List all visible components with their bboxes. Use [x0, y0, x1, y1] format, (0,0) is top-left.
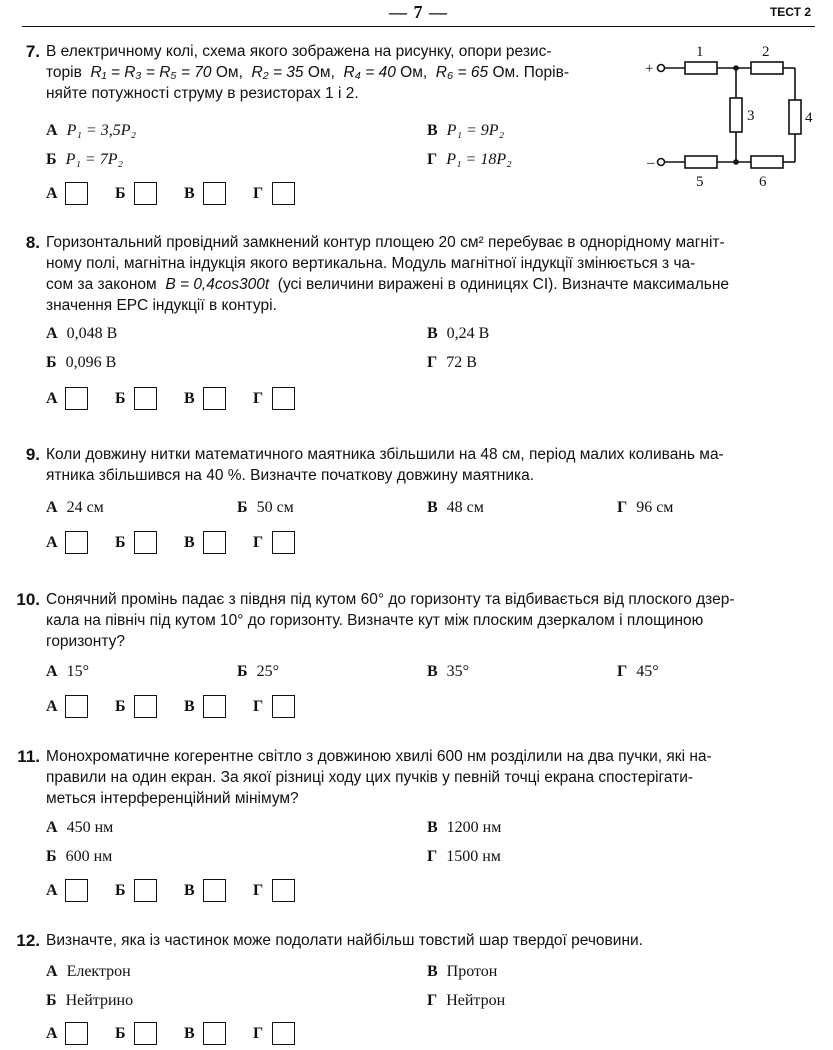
answer-checkbox-a[interactable] — [65, 879, 88, 902]
question-text: Монохроматичне когерентне світло з довжиною хвилі 600 нм розділили на два пучки, які на- правили на один екран. За якої різниці ходу цих пучків у певній точці екрана спостерігати- меться інтерференційний мінімум? — [46, 748, 712, 807]
answer-checkbox-v[interactable] — [203, 531, 226, 554]
question-text: Горизонтальний провідний замкнений контур площею 20 см² перебуває в однорідному магніт- ному полі, магнітна індукція якого вертикальна. Модуль магнітної індукції змінюється з ча- сом за законом B = 0,4cos300t (усі величини виражені в одиницях СІ). Визначте максимальне значення ЕРС індукції в контурі. — [46, 234, 730, 314]
r1-label: 1 — [696, 44, 704, 60]
circuit-diagram — [643, 38, 823, 188]
question-text: Визначте, яка із частинок може подолати найбільш товстий шар твердої речовини. — [46, 932, 643, 949]
question-number: 8. — [25, 233, 40, 252]
option-g: Г Нейтрон — [427, 992, 506, 1009]
page-number: — 7 — — [389, 2, 448, 22]
option-a: А P₁ = 3,5P₂ — [46, 122, 137, 139]
answer-checkbox-a[interactable] — [65, 387, 88, 410]
option-g: Г 72 В — [427, 354, 477, 371]
answer-checkbox-g[interactable] — [272, 1022, 295, 1045]
option-b: Б 600 нм — [46, 848, 113, 865]
answer-checkbox-g[interactable] — [272, 387, 295, 410]
answer-checkbox-b[interactable] — [134, 1022, 157, 1045]
answer-checkbox-g[interactable] — [272, 879, 295, 902]
answer-checkbox-a[interactable] — [65, 695, 88, 718]
question-text: Сонячний промінь падає з півдня під кутом 60° до горизонту та відбивається від плоского дзер- кала на північ під кутом 10° до горизонту. Визначте кут між плоским дзеркалом і площиною горизонту? — [46, 591, 735, 650]
option-b: Б 25° — [237, 663, 279, 680]
resistor-2 — [751, 62, 783, 74]
r2-label: 2 — [762, 44, 770, 60]
question-number: 9. — [25, 445, 40, 464]
answer-checkbox-b[interactable] — [134, 879, 157, 902]
option-b: Б 50 см — [237, 499, 294, 516]
option-v: В 1200 нм — [427, 819, 502, 836]
question-number: 11. — [17, 747, 40, 766]
option-a: А 0,048 В — [46, 325, 118, 342]
answer-checkbox-v[interactable] — [203, 182, 226, 205]
answer-checkbox-g[interactable] — [272, 695, 295, 718]
question-text: Коли довжину нитки математичного маятника збільшили на 48 см, період малих коливань ма- ятника збільшився на 40 %. Визначте початкову довжину маятника. — [46, 446, 724, 484]
resistor-5 — [685, 156, 717, 168]
minus-label: – — [647, 155, 655, 171]
option-v: В 35° — [427, 663, 470, 680]
option-a: А 450 нм — [46, 819, 114, 836]
option-g: Г 96 см — [617, 499, 674, 516]
resistor-3 — [730, 98, 742, 132]
option-a: А 15° — [46, 663, 89, 680]
answer-checkbox-a[interactable] — [65, 182, 88, 205]
answer-checkbox-b[interactable] — [134, 531, 157, 554]
option-a: А 24 см — [46, 499, 104, 516]
answer-checkbox-b[interactable] — [134, 387, 157, 410]
option-g: Г 1500 нм — [427, 848, 501, 865]
option-v: В 0,24 В — [427, 325, 490, 342]
answer-checkbox-g[interactable] — [272, 182, 295, 205]
option-v: В Протон — [427, 963, 498, 980]
answer-checkbox-a[interactable] — [65, 531, 88, 554]
option-b: Б 0,096 В — [46, 354, 117, 371]
answer-checkbox-v[interactable] — [203, 695, 226, 718]
node-bottom — [733, 159, 739, 165]
option-v: В 48 см — [427, 499, 484, 516]
option-b: Б Нейтрино — [46, 992, 134, 1009]
answer-checkbox-a[interactable] — [65, 1022, 88, 1045]
resistor-6 — [751, 156, 783, 168]
node-top — [733, 65, 739, 71]
option-g: Г P₁ = 18P₂ — [427, 151, 512, 168]
question-number: 7. — [25, 42, 40, 61]
r3-label: 3 — [747, 108, 755, 124]
question-number: 12. — [16, 931, 40, 950]
option-v: В P₁ = 9P₂ — [427, 122, 505, 139]
answer-checkbox-v[interactable] — [203, 387, 226, 410]
resistor-1 — [685, 62, 717, 74]
question-number: 10. — [16, 590, 40, 609]
answer-checkbox-v[interactable] — [203, 1022, 226, 1045]
r4-label: 4 — [805, 110, 813, 126]
option-a: А Електрон — [46, 963, 131, 980]
page-header — [22, 0, 815, 27]
answer-checkbox-b[interactable] — [134, 695, 157, 718]
plus-terminal — [658, 65, 665, 72]
minus-terminal — [658, 159, 665, 166]
test-name: ТЕСТ 2 — [769, 5, 811, 19]
answer-checkbox-v[interactable] — [203, 879, 226, 902]
option-g: Г 45° — [617, 663, 659, 680]
r6-label: 6 — [759, 174, 767, 188]
r5-label: 5 — [696, 174, 704, 188]
plus-label: + — [645, 61, 654, 77]
answer-checkbox-g[interactable] — [272, 531, 295, 554]
question-text: В електричному колі, схема якого зображена на рисунку, опори резис- торів R₁ = R₃ = R₅ = 70 Ом, R₂ = 35 Ом, R₄ = 40 Ом, R₆ = 65 Ом. Порів- няйте потужності струму в резисторах 1 і 2. — [46, 43, 569, 102]
option-b: Б P₁ = 7P₂ — [46, 151, 124, 168]
answer-checkbox-b[interactable] — [134, 182, 157, 205]
resistor-4 — [789, 100, 801, 134]
